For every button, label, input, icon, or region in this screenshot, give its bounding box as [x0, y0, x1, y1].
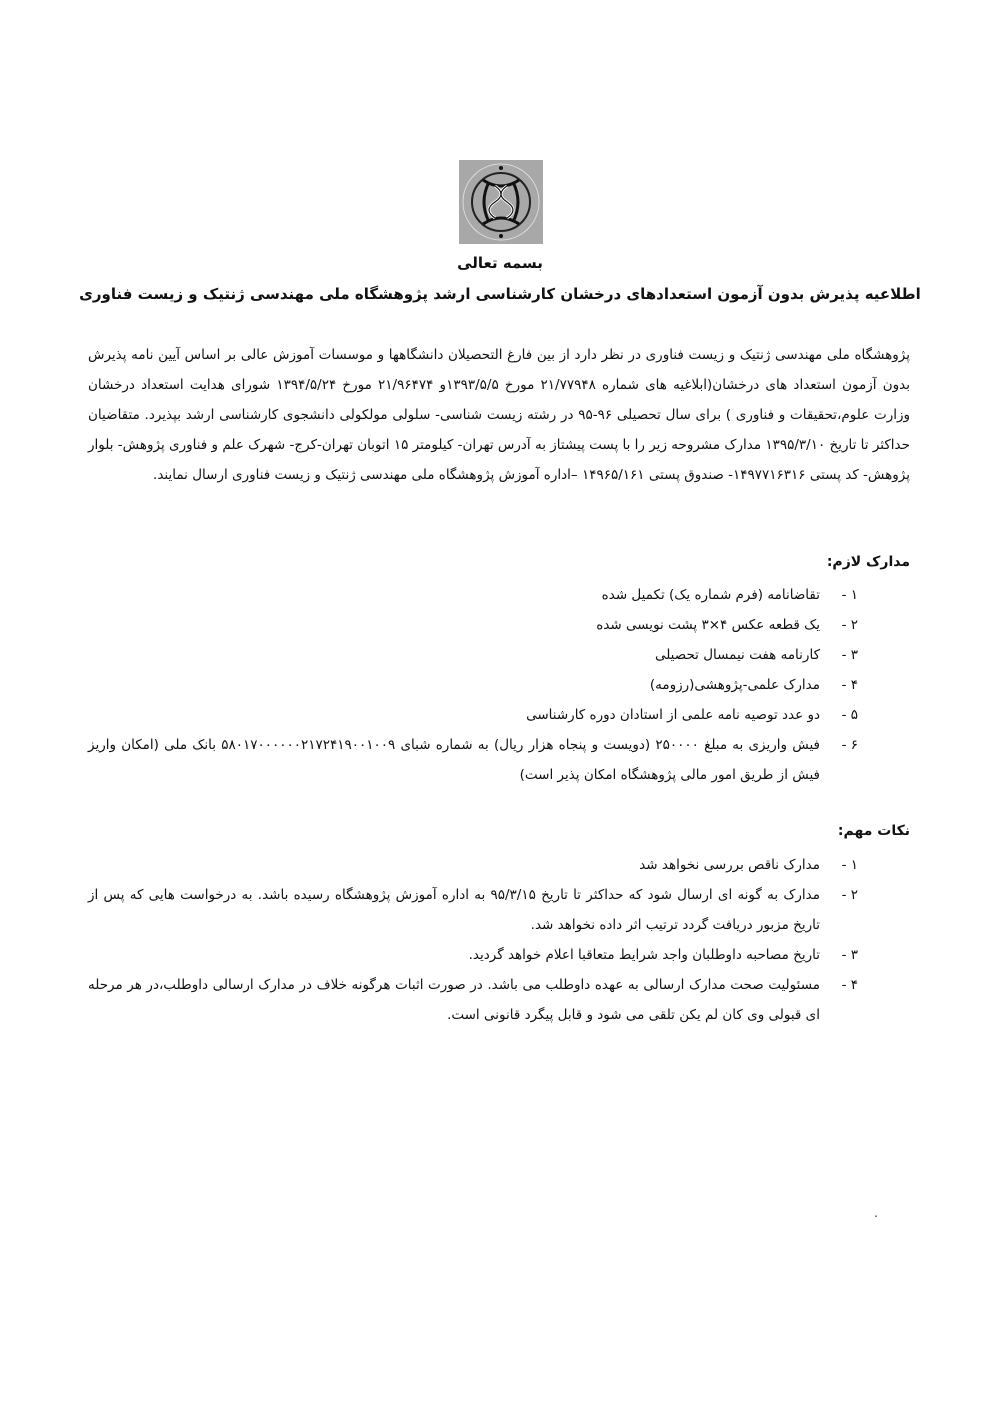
list-item: [88, 850, 910, 880]
list-item: [88, 670, 910, 700]
item-text: دو عدد توصیه نامه علمی از استادان دوره کارشناسی: [526, 707, 820, 723]
important-notes-list: [88, 850, 910, 1030]
item-text: کارنامه هفت نیمسال تحصیلی: [654, 647, 820, 663]
item-number: ۴ -: [841, 977, 858, 993]
item-text: مسئولیت صحت مدارک ارسالی به عهده داوطلب می باشد. در صورت اثبات هرگونه خلاف در مدارک ارسالی داوطلب،در هر مرحله ای قبولی وی کان لم یکن تلقی می شود و قابل پیگرد قانونی است.: [88, 977, 820, 1023]
item-text: فیش واریزی به مبلغ ۲۵۰۰۰۰ (دویست و پنجاه هزار ریال) به شماره شبای ۵۸۰۱۷۰۰۰۰۰۰۲۱۷۲۴۱۹۰۰۱۰۰۹ بانک ملی (امکان واریز فیش از طریق امور مالی پژوهشگاه امکان پذیر است): [88, 737, 820, 783]
item-text: مدارک به گونه ای ارسال شود که حداکثر تا تاریخ ۹۵/۳/۱۵ به اداره آموزش پژوهشگاه رسیده باشد. به درخواست هایی که پس از تاریخ مزبور دریافت گردد ترتیب اثر داده نخواهد شد.: [88, 887, 820, 933]
page-title: اطلاعیه پذیرش بدون آزمون استعدادهای درخشان کارشناسی ارشد پژوهشگاه ملی مهندسی ژنتیک و زیست فناوری: [79, 285, 921, 303]
item-text: یک قطعه عکس ۴×۳ پشت نویسی شده: [596, 617, 820, 633]
item-number: ۲ -: [841, 617, 858, 633]
required-documents-title: مدارک لازم:: [826, 554, 910, 570]
item-number: ۴ -: [841, 677, 858, 693]
logo-graphic: [459, 160, 543, 244]
item-number: ۳ -: [841, 947, 858, 963]
footer-dot: .: [874, 1206, 878, 1220]
item-text: مدارک ناقص بررسی نخواهد شد: [639, 857, 820, 873]
institute-logo-icon: [459, 160, 543, 244]
list-item: [88, 880, 910, 940]
item-number: ۱ -: [841, 587, 858, 603]
list-item: [88, 610, 910, 640]
list-item: [88, 700, 910, 730]
list-item: [88, 640, 910, 670]
list-item: [88, 730, 910, 790]
item-number: ۲ -: [841, 887, 858, 903]
intro-paragraph: پژوهشگاه ملی مهندسی ژنتیک و زیست فناوری در نظر دارد از بین فارغ التحصیلان دانشگاهها و موسسات آموزش عالی بر اساس آیین نامه پذیرش بدون آزمون استعداد های درخشان(ابلاغیه های شماره ۲۱/۷۷۹۴۸ مورخ ۱۳۹۳/۵/۵و ۲۱/۹۶۴۷۴ مورخ ۱۳۹۴/۵/۲۴ شورای هدایت استعداد درخشان وزارت علوم،تحقیقات و فناوری ) برای سال تحصیلی ۹۶-۹۵ در رشته زیست شناسی- سلولی مولکولی دانشجوی کارشناسی ارشد بپذیرد. متقاضیان حداکثر تا تاریخ ۱۳۹۵/۳/۱۰ مدارک مشروحه زیر را با پست پیشتاز به آدرس تهران- کیلومتر ۱۵ اتوبان تهران-کرج- شهرک علم و فناوری پژوهش- بلوار پژوهش- کد پستی ۱۴۹۷۷۱۶۳۱۶- صندوق پستی ۱۴۹۶۵/۱۶۱ –اداره آموزش پژوهشگاه ملی مهندسی ژنتیک و زیست فناوری ارسال نمایند.: [88, 347, 911, 483]
item-number: ۶ -: [841, 737, 858, 753]
item-number: ۵ -: [841, 707, 858, 723]
list-item: [88, 580, 910, 610]
important-notes-title: نکات مهم:: [837, 823, 910, 839]
item-text: تقاضانامه (فرم شماره یک) تکمیل شده: [601, 587, 820, 603]
bismillah-heading: بسمه تعالی: [457, 254, 543, 272]
list-item: [88, 970, 910, 1030]
item-text: مدارک علمی-پژوهشی(رزومه): [649, 677, 820, 693]
item-text: تاریخ مصاحبه داوطلبان واجد شرایط متعاقبا اعلام خواهد گردید.: [468, 947, 820, 963]
required-documents-list: [88, 580, 910, 790]
item-number: ۳ -: [841, 647, 858, 663]
item-number: ۱ -: [841, 857, 858, 873]
list-item: [88, 940, 910, 970]
